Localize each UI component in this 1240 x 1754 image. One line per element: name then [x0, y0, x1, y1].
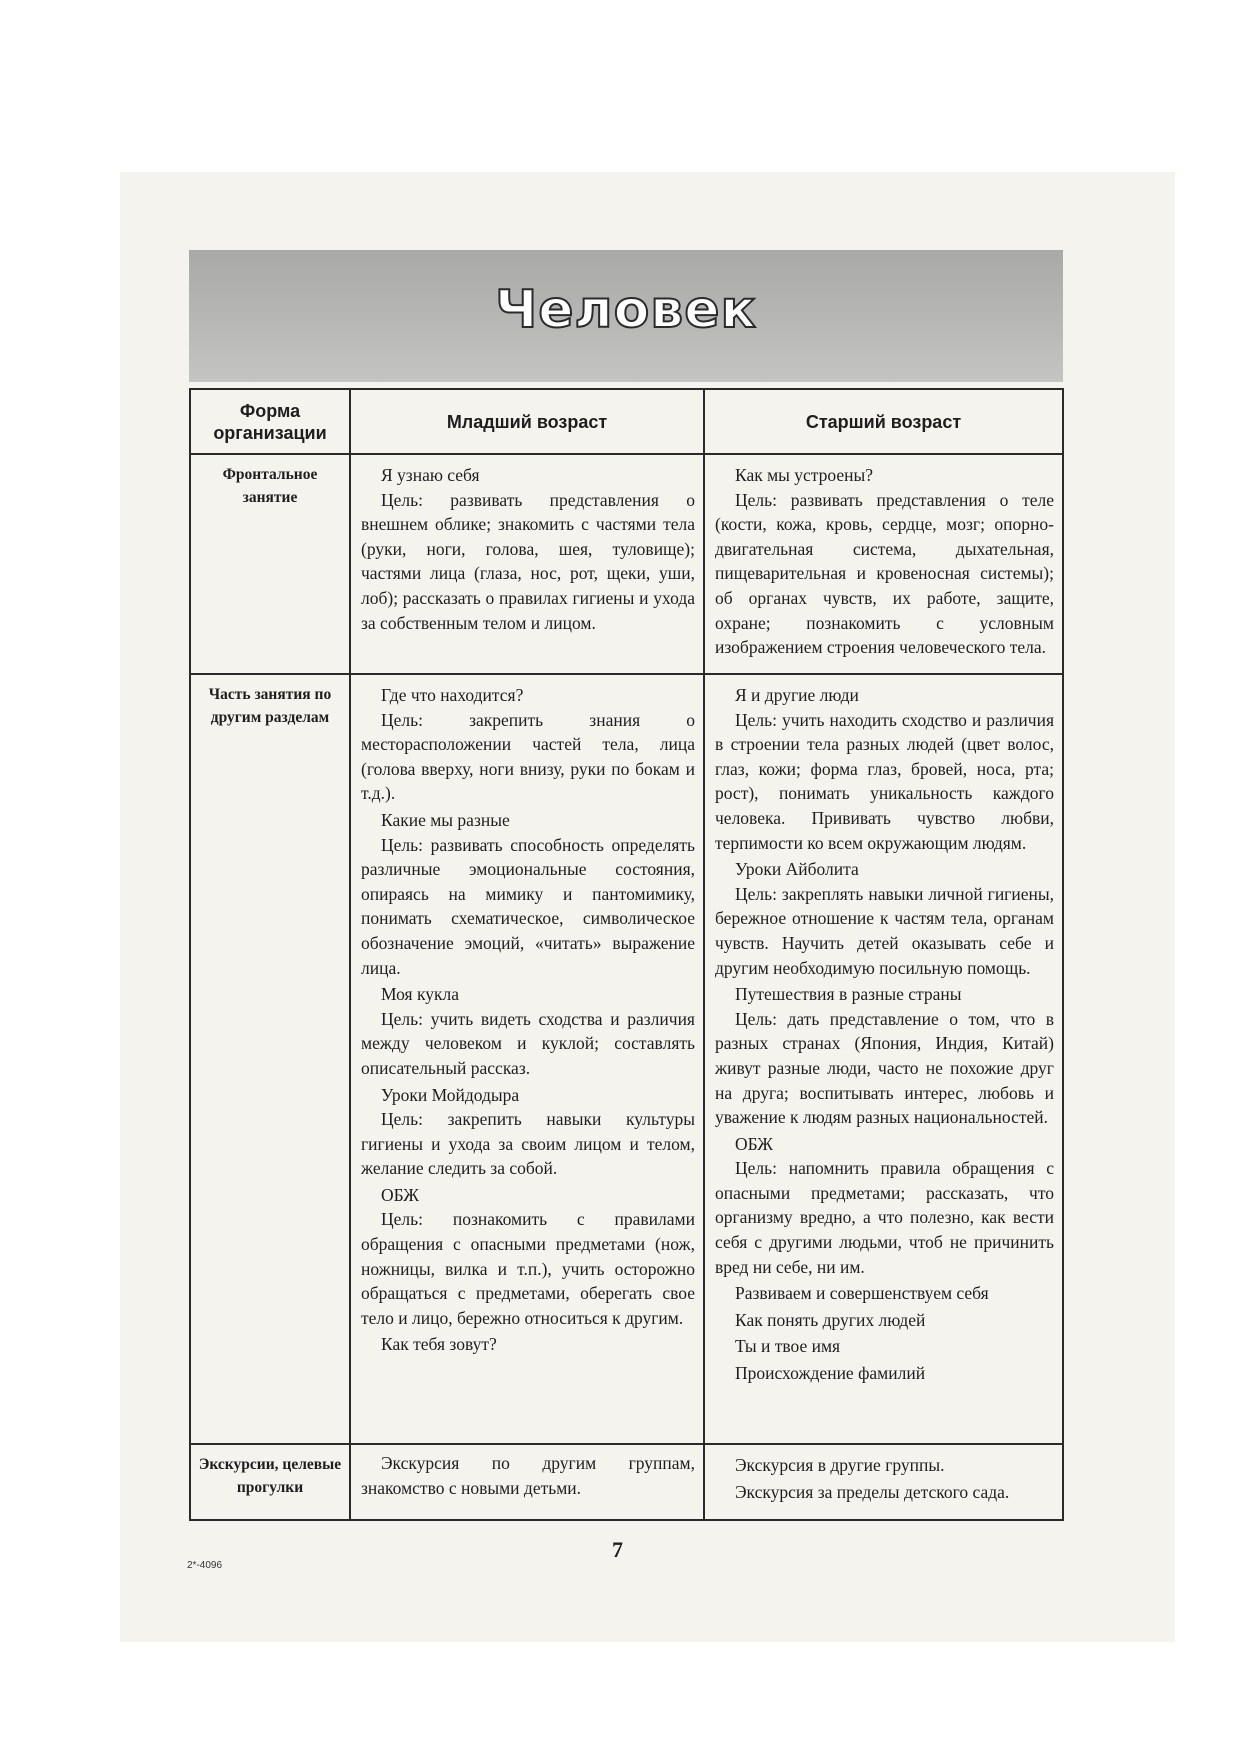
goal-text: Цель: развивать представления о внешнем облике; знакомить с частями тела (руки, ноги, голова, шея, туловище); частями лица (глаза, нос, рот, щеки, уши, лоб); рассказать о правилах гигиены и ухода за собственным телом и лицом.	[361, 489, 695, 633]
topic-title: Где что находится?	[381, 685, 524, 705]
page-number: 7	[612, 1537, 623, 1562]
topic-title: Как понять других людей	[735, 1309, 926, 1330]
topic-title: Моя кукла	[381, 984, 459, 1005]
goal-text: Цель: развивать представления о теле (кости, кожа, кровь, сердце, мозг; опорно-двигательная система, дыхательная, пищеварительная и кровеносная системы); об органах чувств, их работе, защите, охране; познакомить с условным изображением строения человеческого тела.	[715, 489, 1054, 658]
header-senior: Старший возраст	[704, 389, 1063, 454]
topic-title: Уроки Айболита	[735, 859, 859, 880]
topic-title: ОБЖ	[381, 1184, 419, 1205]
table-row	[190, 454, 1063, 674]
topic-title: Какие мы разные	[381, 809, 510, 830]
goal-text: Цель: закрепить навыки культуры гигиены и ухода за своим лицом и телом, желание следить за собой.	[361, 1109, 695, 1179]
table-row	[190, 1444, 1063, 1520]
goal-text: Цель: закреплять навыки личной гигиены, бережное отношение к частям тела, органам чувств. Научить детей оказывать себе и другим необходимую посильную помощь.	[715, 883, 1054, 978]
excursion-item: Экскурсия в другие группы.	[735, 1455, 945, 1475]
plan-table	[189, 388, 1064, 1521]
topic-title: Происхождение фамилий	[735, 1363, 926, 1384]
excursion-item: Экскурсия за пределы детского сада.	[735, 1481, 1010, 1502]
topic-title: Путешествия в разные страны	[735, 984, 962, 1005]
goal-text: Цель: закрепить знания о месторасположении частей тела, лица (голова вверху, ноги внизу, руки по бокам и т.д.).	[361, 709, 695, 804]
senior-cell	[704, 1444, 1063, 1520]
topic-title: Как мы устроены?	[735, 465, 874, 485]
goal-text: Экскурсия по другим группам, знакомство с новыми детьми.	[361, 1453, 695, 1498]
table-header-row	[190, 389, 1063, 454]
topic-title: Ты и твое имя	[735, 1336, 841, 1357]
topic-title: Я и другие люди	[735, 685, 859, 705]
topic-title: Развиваем и совершенствуем себя	[735, 1283, 989, 1304]
section-title: Человек	[495, 280, 757, 340]
junior-cell	[350, 674, 704, 1444]
senior-cell	[704, 454, 1063, 674]
goal-text: Цель: учить видеть сходства и различия между человеком и куклой; составлять описательный рассказ.	[361, 1008, 695, 1078]
goal-text: Цель: напомнить правила обращения с опасными предметами; рассказать, что организму вредно, а что полезно, как вести себя с другими людьми, чтоб не причинить вред ни себе, ни им.	[715, 1158, 1054, 1277]
goal-text: Цель: познакомить с правилами обращения с опасными предметами (нож, ножницы, вилка и т.п.), учить осторожно обращаться с предметами, оберегать свое тело и лицо, бережно относиться к другим.	[361, 1209, 695, 1328]
row-form-cell: Часть занятия по другим разделам	[190, 674, 350, 1444]
junior-cell	[350, 1444, 704, 1520]
table-row	[190, 674, 1063, 1444]
senior-cell	[704, 674, 1063, 1444]
topic-title: Уроки Мойдодыра	[381, 1084, 520, 1105]
row-form-cell: Фронтальное занятие	[190, 454, 350, 674]
junior-cell	[350, 454, 704, 674]
row-form-cell: Экскурсии, целевые прогулки	[190, 1444, 350, 1520]
header-form: Форма организации	[190, 389, 350, 454]
goal-text: Цель: дать представление о том, что в разных странах (Япония, Индия, Китай) живут разные люди, часто не похожие друг на друга; воспитывать интерес, любовь и уважение к людям разных национальностей.	[715, 1008, 1054, 1128]
section-banner	[189, 250, 1063, 382]
topic-title: ОБЖ	[735, 1133, 773, 1154]
print-code: 2*-4096	[187, 1560, 223, 1571]
goal-text: Цель: развивать способность определять различные эмоциональные состояния, опираясь на мимику и пантомимику, понимать схематическое, символическое обозначение эмоций, «читать» выражение лица.	[361, 834, 695, 978]
topic-title: Как тебя зовут?	[381, 1334, 497, 1355]
goal-text: Цель: учить находить сходство и различия в строении тела разных людей (цвет волос, глаз, кожи; форма глаз, бровей, носа, рта; рост), понимать уникальность каждого человека. Прививать чувство любви, терпимости ко всем окружающим людям.	[715, 709, 1054, 853]
topic-title: Я узнаю себя	[381, 465, 480, 485]
header-junior: Младший возраст	[350, 389, 704, 454]
